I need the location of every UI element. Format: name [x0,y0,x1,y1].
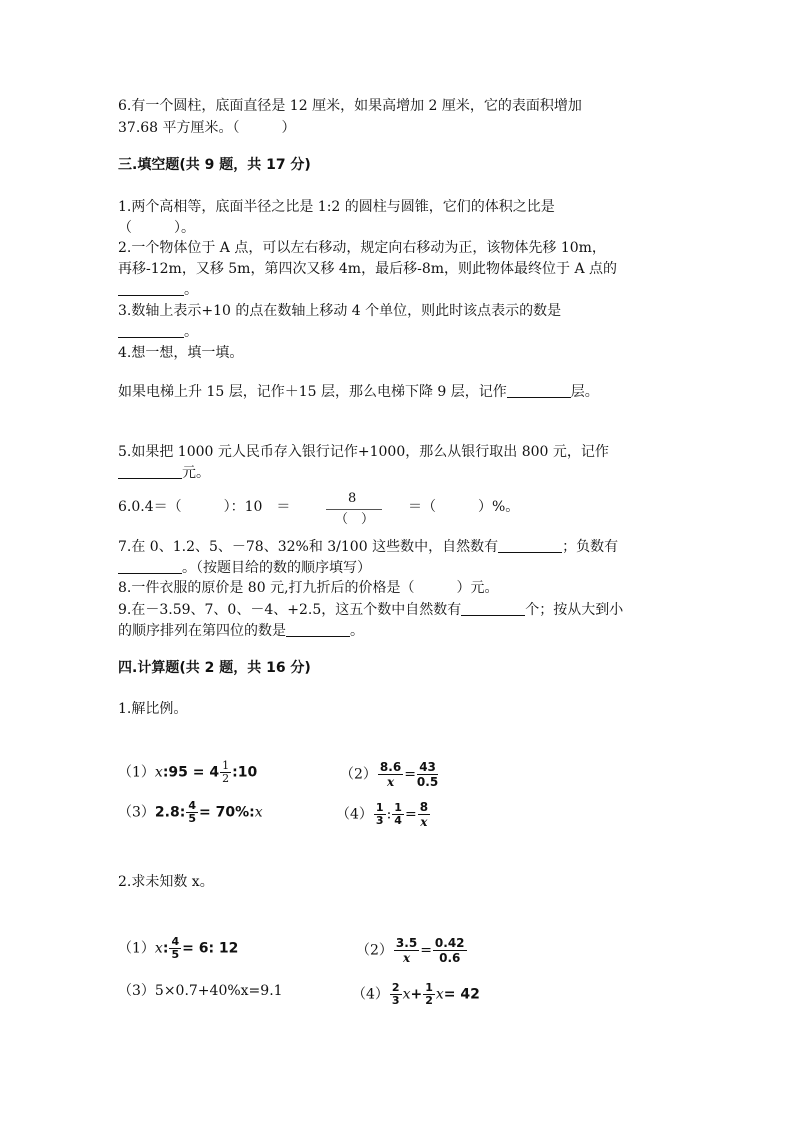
fraction: $\frac{1}{3}$ [375,801,384,827]
question-3-2-line1: 2.一个物体位于 A 点，可以左右移动，规定向右移动为正，该物体先移 10m， [118,240,606,256]
problem-1-item-1: （1）x:95 = 4 $\frac{1}{2}$ :10 [118,759,258,785]
answer-blank[interactable] [507,383,571,398]
problem-1-item-4: （4） $\frac{1}{3}$ : $\frac{1}{4}$ = $\frac{8}{x}$ [336,800,429,829]
question-3-3-line1: 3.数轴上表示+10 的点在数轴上移动 4 个单位，则此时该点表示的数是 [118,303,562,319]
fraction: $\frac{1}{4}$ [394,801,402,827]
question-3-5-line2: 元。 [118,464,210,482]
question-3-1-line2: （ ）。 [118,220,195,236]
question-3-9-line2: 的顺序排列在第四位的数是 。 [118,623,364,639]
question-3-7-line1: 7.在 0、1.2、5、－78、32%和 3/100 这些数中，自然数有 ；负数有 [118,539,619,555]
question-3-3-line2: 。 [118,323,198,341]
answer-blank[interactable] [286,622,350,637]
fraction: $\frac{1}{2}$ [222,759,230,785]
problem-2-item-4: （4） $\frac{2}{3}$ x+ $\frac{1}{2}$ x= 42 [352,981,480,1007]
question-3-7-line2: 。（按题目给的数的顺序填写） [118,559,371,577]
question-3-2-line3: 。 [118,281,198,299]
question-3-1-line1: 1.两个高相等，底面半径之比是 1:2 的圆柱与圆锥，它们的体积之比是 [118,199,555,215]
answer-blank[interactable] [461,601,525,616]
fraction: $\frac{4}{5}$ [171,935,180,961]
answer-blank[interactable] [118,281,184,296]
answer-blank[interactable] [118,323,184,338]
fraction: $\frac{8.6}{x}$ [379,760,402,789]
problem-2-item-3: （3）5×0.7+40%x=9.1 [118,983,283,999]
answer-blank[interactable] [498,538,562,553]
section-3-heading: 三.填空题(共 9 题，共 17 分) [118,157,311,173]
problem-1-item-3: （3）2.8: $\frac{4}{5}$ = 70%:x [118,799,263,825]
problem-1-title: 1.解比例。 [118,701,188,717]
answer-blank[interactable] [118,464,182,479]
fraction: $\frac{1}{2}$ [425,981,433,1007]
fraction: $\frac{0.42}{0.6}$ [434,936,465,965]
fraction: $\frac{3.5}{x}$ [395,936,418,965]
question-3-9-line1: 9.在－3.59、7、0、－4、+2.5，这五个数中自然数有 个；按从大到小 [118,602,624,618]
fraction: $\frac{8}{x}$ [419,800,429,829]
problem-2-item-2: （2） $\frac{3.5}{x}$ = $\frac{0.42}{0.6}$ [356,936,465,965]
question-3-4-line1: 4.想一想，填一填。 [118,345,244,361]
question-2-6-line1: 6.有一个圆柱，底面直径是 12 厘米，如果高增加 2 厘米，它的表面积增加 [118,98,582,114]
answer-blank[interactable] [118,559,182,574]
question-3-4-line2: 如果电梯上升 15 层，记作＋15 层，那么电梯下降 9 层，记作 层。 [118,384,599,400]
question-3-5-line1: 5.如果把 1000 元人民币存入银行记作+1000，那么从银行取出 800 元，记作 [118,444,609,460]
question-3-8: 8.一件衣服的原价是 80 元,打九折后的价格是（ ）元。 [118,580,499,596]
question-3-6-fraction-numerator: 8 [348,491,357,506]
fraction: $\frac{4}{5}$ [188,799,196,825]
problem-2-title: 2.求未知数 x。 [118,874,214,890]
fraction: $\frac{2}{3}$ [391,981,400,1007]
question-3-6-part2: ＝（ ）%。 [408,499,520,515]
section-4-heading: 四.计算题(共 2 题，共 16 分) [118,660,311,676]
question-3-6-part1: 6.0.4＝（ ）：10 ＝ [118,499,291,515]
question-3-2-line2: 再移-12m，又移 5m，第四次又移 4m，最后移-8m，则此物体最终位于 A 点的 [118,261,618,277]
fraction: $\frac{43}{0.5}$ [416,760,439,789]
question-3-6-fraction-bar [326,509,382,510]
problem-2-item-1: （1）x: $\frac{4}{5}$ = 6: 12 [118,935,239,961]
problem-1-item-2: （2） $\frac{8.6}{x}$ = $\frac{43}{0.5}$ [340,760,439,789]
question-2-6-line2: 37.68 平方厘米。（ ） [118,120,296,136]
question-3-6-fraction-denominator: （ ） [335,512,375,527]
